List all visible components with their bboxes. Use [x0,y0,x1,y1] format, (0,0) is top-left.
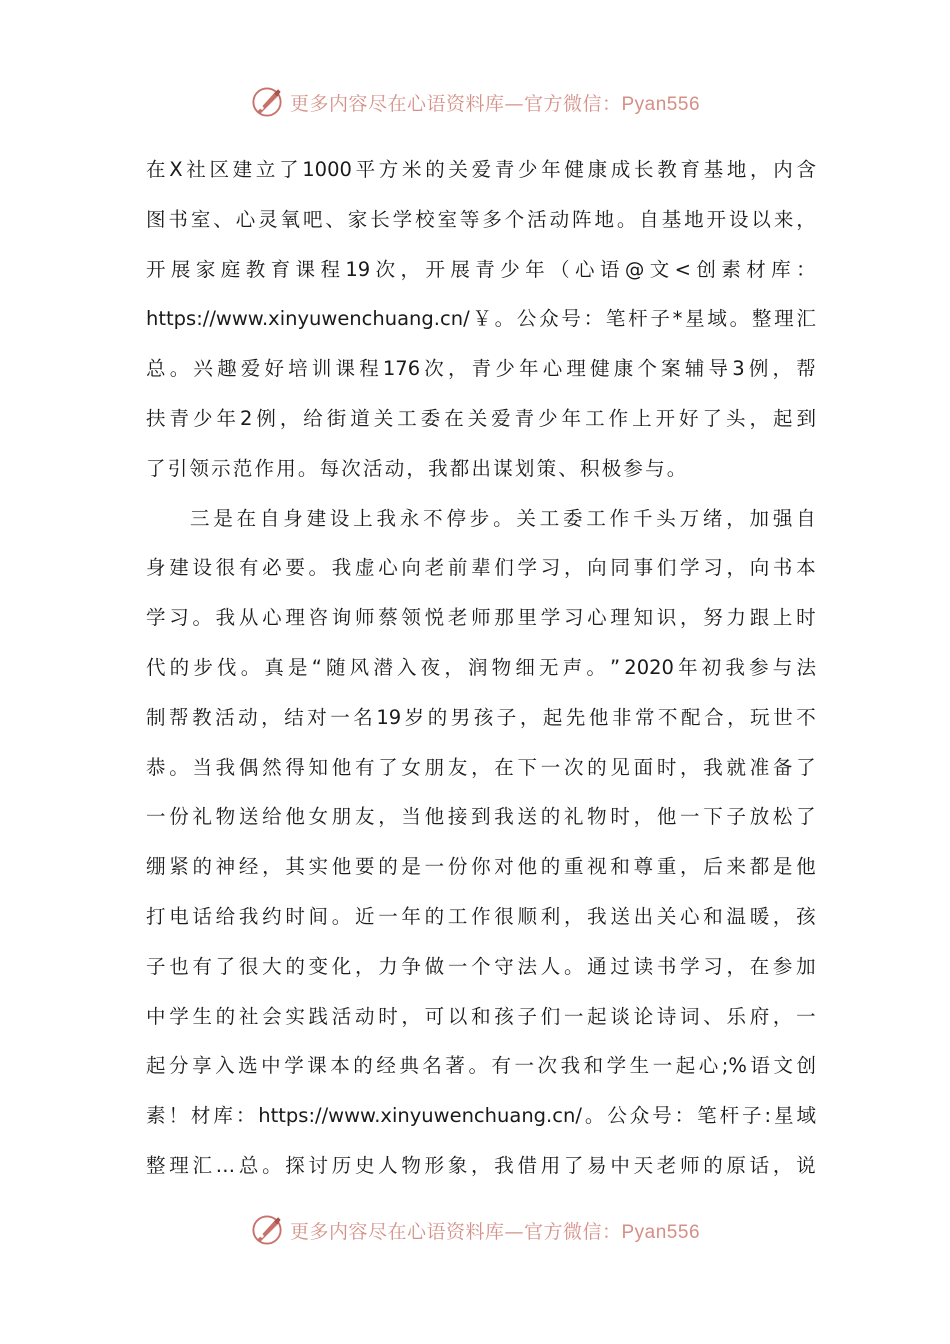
text-line: 制 帮 教 活 动 ， 结 对 一 名 19 岁 的 男 孩 子 ， 起 先 他 非 常 不 配 合 ， 玩 世 不 [146,705,816,729]
header-watermark-banner [0,82,950,122]
text-line: 恭 。 当 我 偶 然 得 知 他 有 了 女 朋 友 ， 在 下 一 次 的 见 面 时 ， 我 就 准 备 了 [146,755,816,779]
banner-text [290,89,700,116]
text-line: 素 ！ 材 库 ： https://www.xinyuwenchuang.cn/ 。 公 众 号 ： 笔 杆 子 : 星 域 [146,1104,816,1128]
text-line: 图 书 室 、 心 灵 氧 吧 、 家 长 学 校 室 等 多 个 活 动 阵 地 。 自 基 地 开 设 以 来 ， [146,207,816,231]
text-line: 了引领示范作用。每次活动，我都出谋划策、积极参与。 [146,456,689,480]
text-line: 子 也 有 了 很 大 的 变 化 ， 力 争 做 一 个 守 法 人 。 通 过 读 书 学 习 ， 在 参 加 [146,954,816,978]
text-line: 扶 青 少 年 2 例 ， 给 街 道 关 工 委 在 关 爱 青 少 年 工 作 上 开 好 了 头 ， 起 到 [146,406,816,430]
text-line: 绷 紧 的 神 经 ， 其 实 他 要 的 是 一 份 你 对 他 的 重 视 和 尊 重 ， 后 来 都 是 他 [146,855,816,879]
text-line: 中 学 生 的 社 会 实 践 活 动 时 ， 可 以 和 孩 子 们 一 起 谈 论 诗 词 、 乐 府 ， 一 [146,1004,816,1028]
pen-nib-icon [250,1213,284,1247]
banner-text-main: 更多内容尽在心语资料库—官方微信： [289,1220,622,1243]
banner-wechat-id: Pyan556 [621,1221,701,1243]
banner-text-main: 更多内容尽在心语资料库—官方微信： [289,92,622,115]
text-line: 学 习 。 我 从 心 理 咨 询 师 蔡 领 悦 老 师 那 里 学 习 心 理 知 识 ， 努 力 跟 上 时 [146,606,816,630]
pen-nib-icon [250,85,284,119]
document-body [146,145,816,1191]
text-line: 总 。 兴 趣 爱 好 培 训 课 程 176 次 ， 青 少 年 心 理 健 康 个 案 辅 导 3 例 ， 帮 [146,357,816,381]
text-line: https://www.xinyuwenchuang.cn/ ￥ 。 公 众 号 ： 笔 杆 子 * 星 域 。 整 理 汇 [146,307,816,331]
text-line: 起 分 享 入 选 中 学 课 本 的 经 典 名 著 。 有 一 次 我 和 学 生 一 起 心 ;% 语 文 创 [146,1054,816,1078]
text-line: 代 的 步 伐 。 真 是 “ 随 风 潜 入 夜 ， 润 物 细 无 声 。 ” 2020 年 初 我 参 与 法 [146,655,816,679]
text-line: 一 份 礼 物 送 给 他 女 朋 友 ， 当 他 接 到 我 送 的 礼 物 时 ， 他 一 下 子 放 松 了 [146,805,816,829]
banner-text [290,1217,700,1244]
text-line: 身 建 设 很 有 必 要 。 我 虚 心 向 老 前 辈 们 学 习 ， 向 同 事 们 学 习 ， 向 书 本 [146,556,816,580]
footer-watermark-banner [0,1210,950,1250]
text-line: 打 电 话 给 我 约 时 间 。 近 一 年 的 工 作 很 顺 利 ， 我 送 出 关 心 和 温 暖 ， 孩 [146,904,816,928]
text-line: 三 是 在 自 身 建 设 上 我 永 不 停 步 。 关 工 委 工 作 千 头 万 绪 ， 加 强 自 [190,506,816,530]
text-line: 整 理 汇 … 总 。 探 讨 历 史 人 物 形 象 ， 我 借 用 了 易 中 天 老 师 的 原 话 ， 说 [146,1153,816,1177]
banner-wechat-id: Pyan556 [621,93,701,115]
text-line: 在 X 社 区 建 立 了 1000 平 方 米 的 关 爱 青 少 年 健 康 成 长 教 育 基 地 ， 内 含 [146,158,816,181]
text-line: 开 展 家 庭 教 育 课 程 19 次 ， 开 展 青 少 年 （ 心 语 @ 文 < 创 素 材 库 ： [146,257,816,281]
